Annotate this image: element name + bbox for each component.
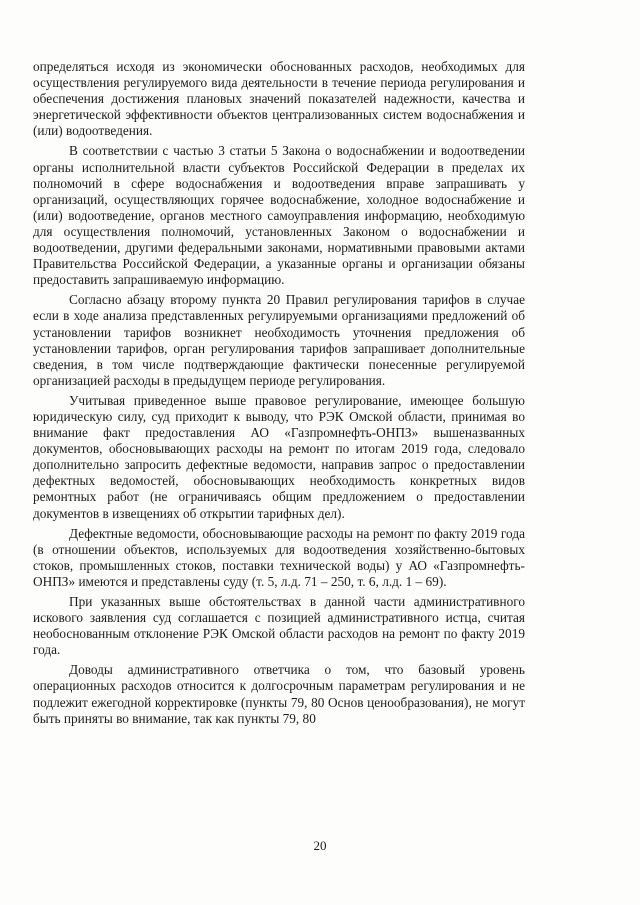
paragraph-6: При указанных выше обстоятельствах в данной части административного искового заявления суд соглашается с позицией административного истца, считая необоснованным отклонение РЭК Омской области расходов на ремонт по факту 2019 года. (33, 594, 525, 658)
paragraph-5: Дефектные ведомости, обосновывающие расходы на ремонт по факту 2019 года (в отношении объектов, используемых для водоотведения хозяйственно-бытовых стоков, промышленных стоков, поставки технической воды) у АО «Газпромнефть-ОНПЗ» имеются и представлены суду (т. 5, л.д. 71 – 250, т. 6, л.д. 1 – 69). (33, 525, 525, 589)
page-number: 20 (313, 838, 327, 853)
paragraph-2: В соответствии с частью 3 статьи 5 Закона о водоснабжении и водоотведении органы исполнительной власти субъектов Российской Федерации в пределах их полномочий в сфере водоснабжения и водоотведения вправе запрашивать у организаций, осуществляющих горячее водоснабжение, холодное водоснабжение и (или) водоотведение, органов местного самоуправления информацию, необходимую для осуществления полномочий, установленных Законом о водоснабжении и водоотведении, другими федеральными законами, нормативными правовыми актами Правительства Российской Федерации, а указанные органы и организации обязаны предоставить запрашиваемую информацию. (33, 143, 525, 288)
paragraph-7: Доводы административного ответчика о том, что базовый уровень операционных расходов относится к долгосрочным параметрам регулирования и не подлежит ежегодной корректировке (пункты 79, 80 Основ ценообразования), не могут быть приняты во внимание, так как пункты 79, 80 (33, 662, 525, 726)
paragraph-4: Учитывая приведенное выше правовое регулирование, имеющее большую юридическую силу, суд приходит к выводу, что РЭК Омской области, принимая во внимание факт предоставления АО «Газпромнефть-ОНПЗ» вышеназванных документов, обосновывающих расходы на ремонт по итогам 2019 года, следовало дополнительно запросить дефектные ведомости, направив запрос о предоставлении дефектных ведомостей, обосновывающих необходимость конкретных видов ремонтных работ (не ограничиваясь общим предложением о предоставлении документов в извещениях об открытии тарифных дел). (33, 392, 525, 521)
paragraph-1: определяться исходя из экономически обоснованных расходов, необходимых для осуществления регулируемого вида деятельности в течение периода регулирования и обеспечения достижения плановых значений показателей надежности, качества и энергетической эффективности объектов централизованных систем водоснабжения и (или) водоотведения. (33, 59, 525, 139)
document-body (33, 59, 525, 727)
paragraph-3: Согласно абзацу второму пункта 20 Правил регулирования тарифов в случае если в ходе анализа представленных регулируемыми организациями предложений об установлении тарифов возникнет необходимость уточнения предложения об установлении тарифов, орган регулирования тарифов запрашивает дополнительные сведения, в том числе подтверждающие фактически понесенные регулируемой организацией расходы в предыдущем периоде регулирования. (33, 292, 525, 388)
